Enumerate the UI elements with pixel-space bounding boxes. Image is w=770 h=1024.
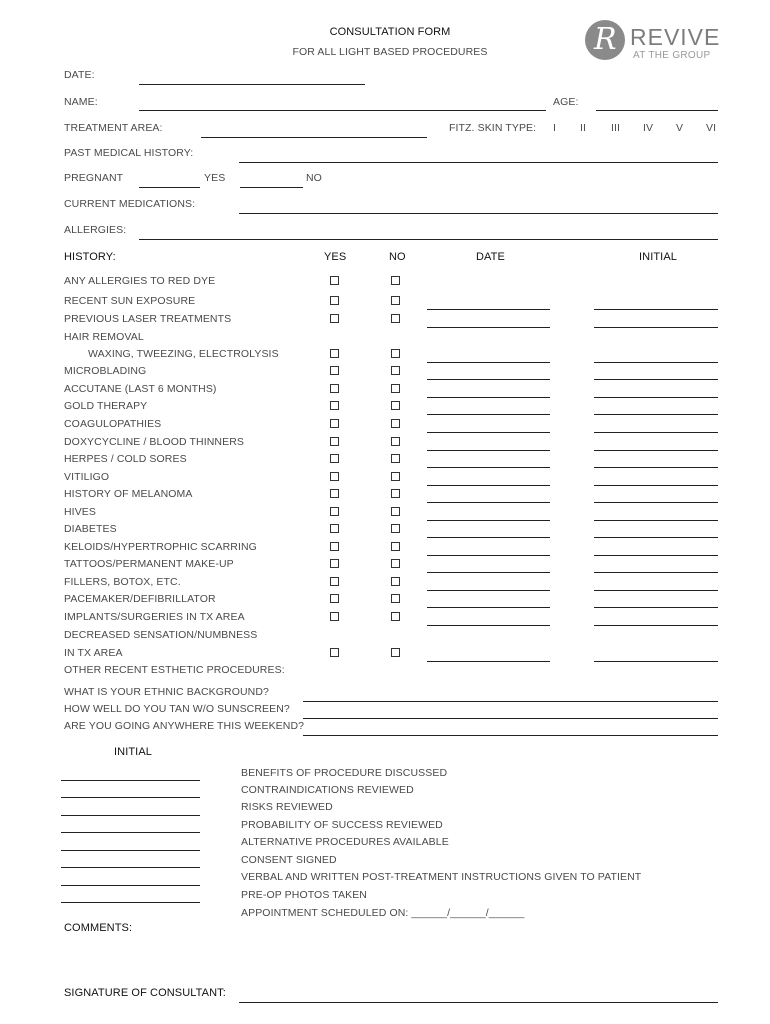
initial-item-label: ALTERNATIVE PROCEDURES AVAILABLE — [241, 836, 449, 848]
history-initial-field[interactable] — [594, 397, 718, 398]
history-date-field[interactable] — [427, 625, 550, 626]
initial-field[interactable] — [61, 902, 200, 903]
initial-item-label: APPOINTMENT SCHEDULED ON: ______/______/______ — [241, 907, 525, 919]
history-yes-checkbox[interactable] — [330, 437, 339, 446]
initial-item-label: BENEFITS OF PROCEDURE DISCUSSED — [241, 767, 448, 779]
history-date-field[interactable] — [427, 450, 550, 451]
initial-item-label: CONSENT SIGNED — [241, 854, 337, 866]
history-col-no: NO — [389, 251, 406, 263]
fitz-type-vi[interactable]: VI — [706, 122, 717, 134]
history-item-label: KELOIDS/HYPERTROPHIC SCARRING — [64, 541, 257, 553]
history-no-checkbox[interactable] — [391, 524, 400, 533]
initial-field[interactable] — [61, 815, 200, 816]
history-yes-checkbox[interactable] — [330, 472, 339, 481]
tan-field[interactable] — [303, 718, 718, 719]
question-tan: HOW WELL DO YOU TAN W/O SUNSCREEN? — [64, 703, 290, 715]
history-yes-checkbox[interactable] — [330, 559, 339, 568]
fitz-type-i[interactable]: I — [553, 122, 557, 134]
pregnant-yes-label: YES — [204, 172, 226, 184]
history-item-label: RECENT SUN EXPOSURE — [64, 295, 196, 307]
history-initial-field[interactable] — [594, 607, 718, 608]
history-heading: HISTORY: — [64, 251, 116, 263]
history-no-checkbox[interactable] — [391, 648, 400, 657]
history-yes-checkbox[interactable] — [330, 401, 339, 410]
history-yes-checkbox[interactable] — [330, 577, 339, 586]
history-initial-field[interactable] — [594, 590, 718, 591]
history-initial-field[interactable] — [594, 572, 718, 573]
allergies-label: ALLERGIES: — [64, 224, 127, 236]
history-date-field[interactable] — [427, 590, 550, 591]
history-yes-checkbox[interactable] — [330, 296, 339, 305]
history-no-checkbox[interactable] — [391, 384, 400, 393]
initial-field[interactable] — [61, 867, 200, 868]
history-initial-field[interactable] — [594, 625, 718, 626]
history-yes-checkbox[interactable] — [330, 419, 339, 428]
history-no-checkbox[interactable] — [391, 349, 400, 358]
history-initial-field[interactable] — [594, 379, 718, 380]
ethnic-background-field[interactable] — [303, 701, 718, 702]
history-yes-checkbox[interactable] — [330, 349, 339, 358]
history-yes-checkbox[interactable] — [330, 594, 339, 603]
logo-wordmark: REVIVE — [630, 24, 721, 50]
fitz-type-iv[interactable]: IV — [643, 122, 654, 134]
past-medical-history-field[interactable] — [239, 162, 718, 163]
history-item-label: DOXYCYCLINE / BLOOD THINNERS — [64, 436, 244, 448]
fitz-type-ii[interactable]: II — [580, 122, 587, 134]
history-date-field[interactable] — [427, 309, 550, 310]
revive-r-logo-icon: R — [585, 20, 625, 60]
current-medications-field[interactable] — [239, 213, 718, 214]
history-no-checkbox[interactable] — [391, 437, 400, 446]
fitz-type-v[interactable]: V — [676, 122, 684, 134]
history-date-field[interactable] — [427, 537, 550, 538]
history-no-checkbox[interactable] — [391, 472, 400, 481]
history-no-checkbox[interactable] — [391, 366, 400, 375]
history-item-label: WAXING, TWEEZING, ELECTROLYSIS — [88, 348, 279, 360]
signature-label: SIGNATURE OF CONSULTANT: — [64, 987, 226, 999]
history-yes-checkbox[interactable] — [330, 542, 339, 551]
question-ethnic-background: WHAT IS YOUR ETHNIC BACKGROUND? — [64, 686, 269, 698]
initials-heading: INITIAL — [114, 746, 152, 758]
history-item-label: COAGULOPATHIES — [64, 418, 162, 430]
history-col-date: DATE — [476, 251, 505, 263]
question-weekend: ARE YOU GOING ANYWHERE THIS WEEKEND? — [64, 720, 305, 732]
history-item-label: MICROBLADING — [64, 365, 147, 377]
form-subtitle: FOR ALL LIGHT BASED PROCEDURES — [292, 46, 488, 58]
name-label: NAME: — [64, 96, 98, 108]
history-no-checkbox[interactable] — [391, 419, 400, 428]
history-no-checkbox[interactable] — [391, 401, 400, 410]
initial-item-label: RISKS REVIEWED — [241, 801, 333, 813]
history-item-label: IN TX AREA — [64, 647, 123, 659]
history-date-field[interactable] — [427, 327, 550, 328]
history-no-checkbox[interactable] — [391, 276, 400, 285]
history-yes-checkbox[interactable] — [330, 507, 339, 516]
history-item-label: PREVIOUS LASER TREATMENTS — [64, 313, 232, 325]
age-label: AGE: — [553, 96, 579, 108]
history-item-label: VITILIGO — [64, 471, 110, 483]
history-item-label: HERPES / COLD SORES — [64, 453, 187, 465]
history-no-checkbox[interactable] — [391, 612, 400, 621]
initial-field[interactable] — [61, 797, 200, 798]
history-initial-field[interactable] — [594, 450, 718, 451]
history-initial-field[interactable] — [594, 414, 718, 415]
history-date-field[interactable] — [427, 467, 550, 468]
history-date-field[interactable] — [427, 485, 550, 486]
age-field[interactable] — [596, 110, 718, 111]
history-date-field[interactable] — [427, 555, 550, 556]
treatment-area-field[interactable] — [201, 137, 427, 138]
history-date-field[interactable] — [427, 661, 550, 662]
history-date-field[interactable] — [427, 572, 550, 573]
history-item-label: DECREASED SENSATION/NUMBNESS — [64, 629, 258, 641]
history-no-checkbox[interactable] — [391, 507, 400, 516]
history-no-checkbox[interactable] — [391, 489, 400, 498]
initial-item-label: PRE-OP PHOTOS TAKEN — [241, 889, 367, 901]
history-no-checkbox[interactable] — [391, 577, 400, 586]
history-date-field[interactable] — [427, 362, 550, 363]
history-date-field[interactable] — [427, 379, 550, 380]
history-yes-checkbox[interactable] — [330, 454, 339, 463]
history-yes-checkbox[interactable] — [330, 276, 339, 285]
date-field[interactable] — [139, 84, 365, 85]
initial-item-label: CONTRAINDICATIONS REVIEWED — [241, 784, 414, 796]
name-field[interactable] — [139, 110, 546, 111]
fitz-type-iii[interactable]: III — [611, 122, 621, 134]
pregnant-label: PREGNANT — [64, 172, 124, 184]
history-date-field[interactable] — [427, 607, 550, 608]
history-no-checkbox[interactable] — [391, 314, 400, 323]
history-yes-checkbox[interactable] — [330, 314, 339, 323]
current-medications-label: CURRENT MEDICATIONS: — [64, 198, 196, 210]
date-label: DATE: — [64, 69, 95, 81]
history-item-label: PACEMAKER/DEFIBRILLATOR — [64, 593, 216, 605]
history-no-checkbox[interactable] — [391, 296, 400, 305]
history-no-checkbox[interactable] — [391, 542, 400, 551]
history-initial-field[interactable] — [594, 485, 718, 486]
history-yes-checkbox[interactable] — [330, 384, 339, 393]
history-date-field[interactable] — [427, 432, 550, 433]
history-date-field[interactable] — [427, 414, 550, 415]
signature-field[interactable] — [239, 1002, 718, 1003]
history-initial-field[interactable] — [594, 520, 718, 521]
logo-tagline: AT THE GROUP — [633, 50, 711, 61]
history-yes-checkbox[interactable] — [330, 612, 339, 621]
history-initial-field[interactable] — [594, 432, 718, 433]
history-item-label: IMPLANTS/SURGERIES IN TX AREA — [64, 611, 245, 623]
history-date-field[interactable] — [427, 520, 550, 521]
pregnant-no-label: NO — [306, 172, 322, 184]
history-col-yes: YES — [324, 251, 347, 263]
initial-field[interactable] — [61, 885, 200, 886]
allergies-field[interactable] — [139, 239, 718, 240]
history-col-initial: INITIAL — [639, 251, 677, 263]
initial-field[interactable] — [61, 850, 200, 851]
history-item-label: DIABETES — [64, 523, 117, 535]
history-yes-checkbox[interactable] — [330, 366, 339, 375]
history-initial-field[interactable] — [594, 309, 718, 310]
history-yes-checkbox[interactable] — [330, 524, 339, 533]
history-initial-field[interactable] — [594, 362, 718, 363]
history-initial-field[interactable] — [594, 661, 718, 662]
history-yes-checkbox[interactable] — [330, 489, 339, 498]
pregnant-yes-field[interactable] — [139, 187, 200, 188]
history-no-checkbox[interactable] — [391, 559, 400, 568]
history-date-field[interactable] — [427, 502, 550, 503]
history-initial-field[interactable] — [594, 327, 718, 328]
history-date-field[interactable] — [427, 397, 550, 398]
history-initial-field[interactable] — [594, 467, 718, 468]
history-item-label: TATTOOS/PERMANENT MAKE-UP — [64, 558, 234, 570]
initial-field[interactable] — [61, 832, 200, 833]
comments-label: COMMENTS: — [64, 922, 133, 934]
fitz-skin-type-label: FITZ. SKIN TYPE: — [449, 122, 537, 134]
weekend-field[interactable] — [303, 735, 718, 736]
history-yes-checkbox[interactable] — [330, 648, 339, 657]
form-title: CONSULTATION FORM — [329, 26, 451, 38]
history-item-label: FILLERS, BOTOX, ETC. — [64, 576, 181, 588]
history-item-label: HAIR REMOVAL — [64, 331, 144, 343]
initial-item-label: PROBABILITY OF SUCCESS REVIEWED — [241, 819, 443, 831]
history-item-label: ACCUTANE (LAST 6 MONTHS) — [64, 383, 217, 395]
history-item-label: HISTORY OF MELANOMA — [64, 488, 193, 500]
history-initial-field[interactable] — [594, 502, 718, 503]
initial-field[interactable] — [61, 780, 200, 781]
treatment-area-label: TREATMENT AREA: — [64, 122, 163, 134]
history-item-label: ANY ALLERGIES TO RED DYE — [64, 275, 216, 287]
history-no-checkbox[interactable] — [391, 454, 400, 463]
past-medical-history-label: PAST MEDICAL HISTORY: — [64, 147, 194, 159]
history-item-label: GOLD THERAPY — [64, 400, 148, 412]
pregnant-no-field[interactable] — [240, 187, 303, 188]
initial-item-label: VERBAL AND WRITTEN POST-TREATMENT INSTRUCTIONS GIVEN TO PATIENT — [241, 871, 642, 883]
history-initial-field[interactable] — [594, 555, 718, 556]
history-no-checkbox[interactable] — [391, 594, 400, 603]
history-initial-field[interactable] — [594, 537, 718, 538]
history-item-label: HIVES — [64, 506, 97, 518]
history-item-label: OTHER RECENT ESTHETIC PROCEDURES: — [64, 664, 285, 676]
